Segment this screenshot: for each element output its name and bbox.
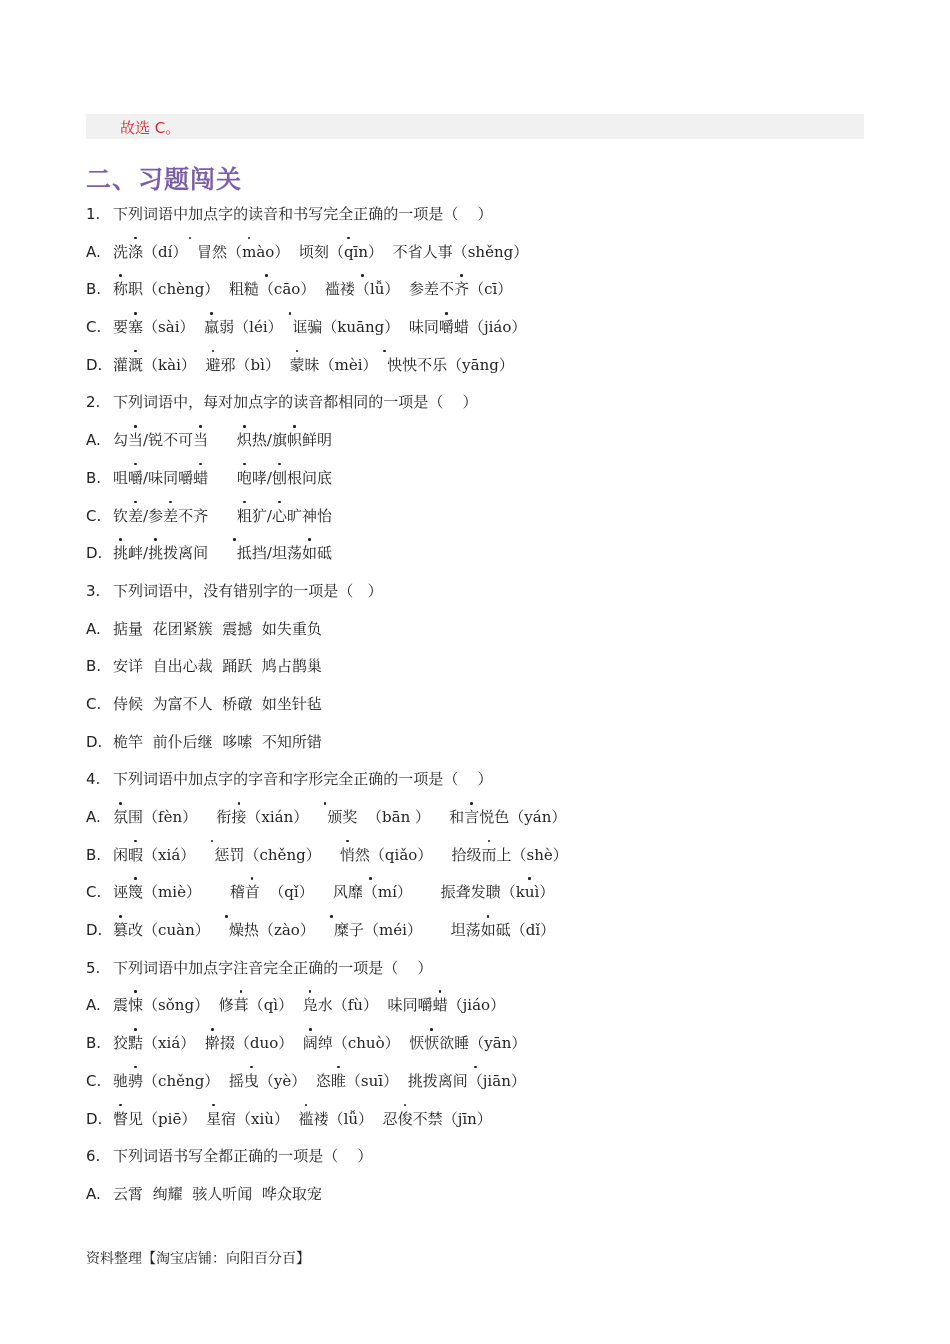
option-text: 挑衅/挑拨离间 抵挡/坦荡如砥 [113, 544, 332, 562]
emphasis-dot-char: 嚼 [439, 313, 454, 341]
option-text: 狡黠（xiá） 擀掇（duo） 阔绰（chuò） 恹恹欲睡（yān） [113, 1034, 526, 1052]
option-label: D. [86, 355, 103, 374]
emphasis-dot-char: 葺 [234, 991, 249, 1019]
emphasis-dot-char: 首 [245, 878, 260, 906]
option-label: D. [86, 1109, 103, 1128]
emphasis-dot-char: 悄 [340, 841, 355, 869]
emphasis-dot-char: 睢 [331, 1067, 346, 1095]
answer-option [86, 615, 886, 653]
emphasis-dot-char: 言 [464, 803, 479, 831]
answer-option [86, 238, 886, 276]
emphasis-dot-char: 接 [231, 803, 246, 831]
emphasis-dot-char: 刨 [272, 464, 287, 492]
emphasis-dot-char: 避 [205, 351, 220, 379]
emphasis-dot-char: 称 [113, 275, 128, 303]
question-stem [86, 388, 886, 426]
question-text: 下列词语中加点字的读音和书写完全正确的一项是（ ） [113, 205, 493, 223]
option-text: 诬篾（miè） 稽首 （qǐ） 风靡（mí） 振聋发聩（kuì） [113, 883, 554, 901]
option-label: C. [86, 506, 102, 525]
question-list [86, 200, 886, 1218]
emphasis-dot-char: 粗 [237, 502, 252, 530]
option-text: 瞥见（piē） 星宿（xiù） 褴褛（lǚ） 忍俊不禁（jīn） [113, 1110, 492, 1128]
emphasis-dot-char: 塞 [128, 313, 143, 341]
emphasis-dot-char: 帜 [287, 426, 302, 454]
option-text: 咀嚼/味同嚼蜡 咆哮/刨根问底 [113, 469, 332, 487]
question-stem [86, 1142, 886, 1180]
question-number: 3. [86, 581, 101, 600]
emphasis-dot-char: 蜡 [193, 464, 208, 492]
option-label: B. [86, 468, 102, 487]
answer-option [86, 426, 886, 464]
section-title: 二、习题闯关 [86, 165, 243, 194]
option-text: 侍候 为富不人 桥礅 如坐针毡 [113, 694, 322, 713]
option-text: 云霄 绚耀 骇人听闻 哗众取宠 [113, 1184, 322, 1203]
answer-option [86, 690, 886, 728]
option-text: 掂量 花团紧簇 震撼 如失重负 [113, 619, 322, 638]
option-label: B. [86, 1034, 102, 1053]
answer-option [86, 1029, 886, 1067]
emphasis-dot-char [323, 803, 328, 831]
emphasis-dot-char: 嚼 [128, 464, 143, 492]
option-text: 闲暇（xiá） 惩罚（chěng） 悄然（qiǎo） 拾级而上（shè） [113, 846, 568, 864]
option-text: 安详 自出心裁 踊跃 鸠占鹊巢 [113, 657, 322, 676]
emphasis-dot-char: 挑 [148, 539, 163, 567]
option-label: A. [86, 1184, 101, 1203]
question-number: 1. [86, 205, 101, 223]
footer-note: 资料整理【淘宝店铺：向阳百分百】 [86, 1251, 310, 1267]
option-label: A. [86, 619, 101, 638]
answer-option [86, 916, 886, 954]
option-label: C. [86, 694, 102, 713]
emphasis-dot-char: 篡 [113, 916, 128, 944]
emphasis-dot-char: 悚 [128, 991, 143, 1019]
emphasis-dot-char: 曳 [244, 1067, 259, 1095]
emphasis-dot-char [382, 351, 387, 379]
question-number: 2. [86, 393, 101, 412]
option-label: B. [86, 280, 102, 299]
emphasis-dot-char: 黠 [128, 1029, 143, 1057]
question-number: 6. [86, 1147, 101, 1166]
answer-option [86, 275, 886, 313]
answer-text: 故选 C。 [120, 119, 181, 137]
option-label: C. [86, 318, 102, 337]
answer-option [86, 313, 886, 351]
question-text: 下列词语中，没有错别字的一项是（ ） [113, 581, 383, 600]
answer-option [86, 502, 886, 540]
answer-option [86, 652, 886, 690]
emphasis-dot-char: 恹 [424, 1029, 439, 1057]
question-text: 下列词语中，每对加点字的读音都相同的一项是（ ） [113, 393, 478, 412]
emphasis-dot-char [329, 916, 334, 944]
answer-option [86, 991, 886, 1029]
option-label: D. [86, 732, 103, 751]
emphasis-dot-char [287, 313, 292, 341]
emphasis-dot-char [210, 841, 215, 869]
option-label: C. [86, 1071, 102, 1090]
option-label: A. [86, 996, 101, 1015]
emphasis-dot-char: 如 [302, 539, 317, 567]
question-number: 5. [86, 958, 101, 977]
question-text: 下列词语书写全都正确的一项是（ ） [113, 1147, 373, 1166]
emphasis-dot-char: m [242, 238, 256, 266]
option-text: 勾当/锐不可当 炽热/旗帜鲜明 [113, 431, 332, 449]
emphasis-dot-char [187, 238, 192, 266]
emphasis-dot-char: 蜡 [433, 991, 448, 1019]
emphasis-dot-char: （ [363, 878, 378, 906]
emphasis-dot-char: 挑 [113, 539, 128, 567]
option-label: A. [86, 242, 101, 261]
question-number: 4. [86, 770, 101, 789]
emphasis-dot-char: 涤 [128, 238, 143, 266]
emphasis-dot-char: 当 [128, 426, 143, 454]
emphasis-dot-char: 当 [193, 426, 208, 454]
answer-option [86, 878, 886, 916]
emphasis-dot-char: （ [355, 275, 370, 303]
option-text: 洗涤（dí） 冒然（mào） 顷刻（qīn） 不省人事（shěng） [113, 243, 528, 261]
option-text: 称职（chèng） 粗糙（cāo） 褴褛（lǚ） 参差不齐（cī） [113, 280, 512, 298]
option-text: 灌溉（kài） 避邪（bì） 蒙昧（mèi） 怏怏不乐（yāng） [113, 356, 514, 374]
emphasis-dot-char: 氛 [113, 803, 128, 831]
option-text: 桅竿 前仆后继 哆嗦 不知所错 [113, 732, 322, 751]
option-label: B. [86, 657, 102, 676]
answer-option [86, 803, 886, 841]
answer-option [86, 539, 886, 577]
option-text: 氛围（fèn） 衔接（xián） 颁奖 （bān ） 和言悦色（yán） [113, 808, 566, 826]
answer-option [86, 728, 886, 766]
emphasis-dot-char: 凫 [303, 991, 318, 1019]
question-stem [86, 200, 886, 238]
answer-option [86, 1067, 886, 1105]
emphasis-dot-char: 擀 [205, 1029, 220, 1057]
answer-box [86, 114, 864, 139]
option-label: D. [86, 921, 103, 940]
option-label: D. [86, 544, 103, 563]
emphasis-dot-char: 羸 [204, 313, 219, 341]
emphasis-dot-char: 暇 [128, 841, 143, 869]
emphasis-dot-char: 而 [481, 841, 496, 869]
emphasis-dot-char: 差 [128, 502, 143, 530]
emphasis-dot-char: u [525, 878, 535, 906]
question-stem [86, 954, 886, 992]
emphasis-dot-char: 篾 [128, 878, 143, 906]
emphasis-dot-char: 齐 [454, 275, 469, 303]
option-label: A. [86, 431, 101, 450]
emphasis-dot-char: 心 [272, 502, 287, 530]
emphasis-dot-char: 阔 [303, 1029, 318, 1057]
option-text: 驰骋（chěng） 摇曳（yè） 恣睢（suī） 挑拨离间（jiān） [113, 1072, 526, 1090]
option-text: 要塞（sài） 羸弱（léi） 诓骗（kuāng） 味同嚼蜡（jiáo） [113, 318, 526, 336]
option-text: 篡改（cuàn） 燥热（zào） 糜子（méi） 坦荡如砥（dǐ） [113, 921, 555, 939]
answer-option [86, 464, 886, 502]
emphasis-dot-char: 炽 [237, 426, 252, 454]
emphasis-dot-char: （ [259, 275, 274, 303]
question-stem [86, 577, 886, 615]
emphasis-dot-char: 瞥 [113, 1105, 128, 1133]
option-text: 震悚（sǒng） 修葺（qì） 凫水（fù） 味同嚼蜡（jiáo） [113, 996, 505, 1014]
emphasis-dot-char [224, 916, 229, 944]
question-text: 下列词语中加点字的字音和字形完全正确的一项是（ ） [113, 770, 493, 789]
emphasis-dot-char: 蒙 [290, 351, 305, 379]
answer-option [86, 1105, 886, 1143]
emphasis-dot-char: 骋 [128, 1067, 143, 1095]
option-label: C. [86, 883, 102, 902]
emphasis-dot-char: 溉 [128, 351, 143, 379]
option-label: A. [86, 808, 101, 826]
question-stem [86, 765, 886, 803]
emphasis-dot-char [232, 539, 237, 567]
emphasis-dot-char: 俊 [398, 1105, 413, 1133]
emphasis-dot-char: 褴 [299, 1105, 314, 1133]
answer-option [86, 1180, 886, 1218]
option-text: 钦差/参差不齐 粗犷/心旷神怡 [113, 507, 332, 525]
answer-option [86, 841, 886, 879]
option-label: B. [86, 845, 102, 864]
emphasis-dot-char: 星 [206, 1105, 221, 1133]
emphasis-dot-char: 如 [481, 916, 496, 944]
question-text: 下列词语中加点字注音完全正确的一项是（ ） [113, 958, 433, 977]
emphasis-dot-char: q [344, 238, 354, 266]
emphasis-dot-char: （ [468, 1067, 483, 1095]
emphasis-dot-char: 咆 [237, 464, 252, 492]
answer-option [86, 351, 886, 389]
emphasis-dot-char: 差 [163, 502, 178, 530]
